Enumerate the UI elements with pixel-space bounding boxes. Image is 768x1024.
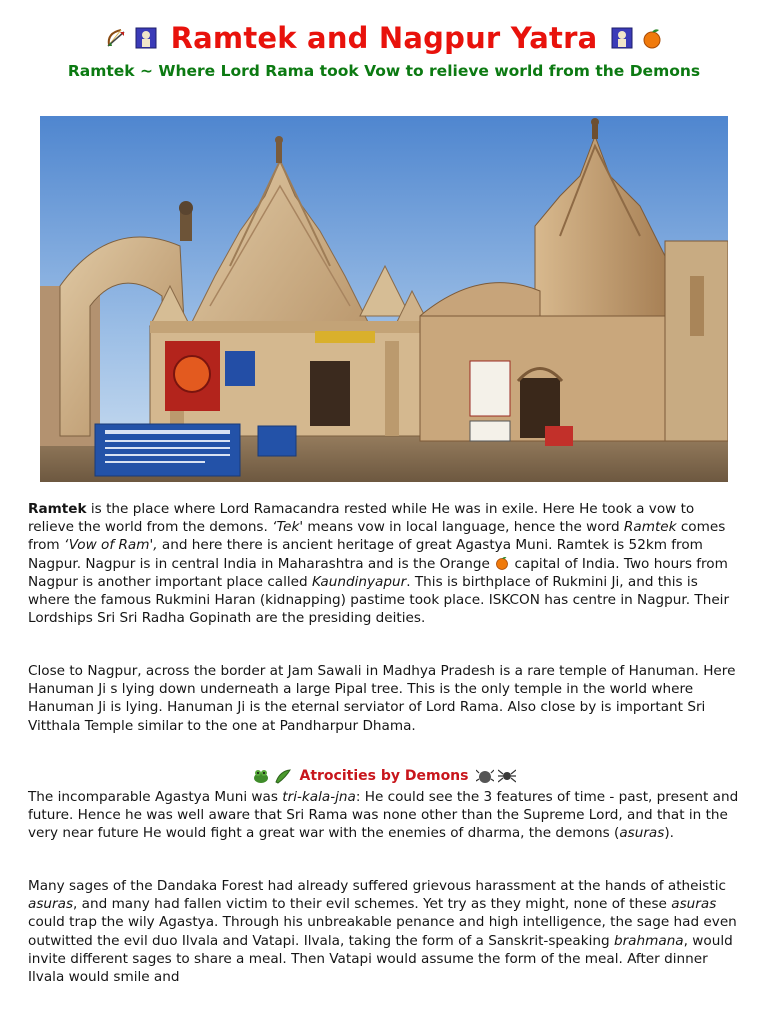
page-subtitle: Ramtek ~ Where Lord Rama took Vow to relieve world from the Demons: [67, 62, 701, 80]
lizard-demon-icon: [274, 767, 292, 785]
frog-demon-icon: [252, 767, 270, 785]
sage-portrait-icon: [611, 27, 633, 49]
spider-demon-icon: [498, 767, 516, 785]
bow-arrow-icon: [105, 27, 127, 49]
paragraph-hanuman: Close to Nagpur, across the border at Jam Sawali in Madhya Pradesh is a rare temple of Hanuman. Here Hanuman Ji s lying down underneath a large Pipal tree. This is the only temple in the world where Hanuman Ji is lying. Hanuman Ji is the eternal serviator of Lord Rama. Also close by is important Sri Vitthala Temple similar to the one at Pandharpur Dhama.: [28, 663, 736, 734]
orange-fruit-icon: [494, 556, 510, 570]
paragraph-dandaka: Many sages of the Dandaka Forest had already suffered grievous harassment at the hands of atheistic asuras, and many had fallen victim to their evil schemes. Yet try as they might, none of these asuras could trap the wily Agastya. Through his unbreakable penance and high intelligence, the sage had even outwitted the evil duo Ilvala and Vatapi. Ilvala, taking the form of a Sanskrit-speaking brahmana, would invite different sages to share a meal. Then Vatapi would assume the form of the meal. After dinner Ilvala would smile and: [28, 878, 737, 986]
section-heading: [0, 766, 768, 786]
page-title: Ramtek and Nagpur Yatra: [170, 21, 598, 55]
orange-fruit-icon: [641, 27, 663, 49]
section-title: Atrocities by Demons: [299, 768, 469, 784]
ramtek-temple-photo: [40, 116, 728, 482]
beetle-demon-icon: [476, 767, 494, 785]
title-row: [0, 18, 768, 58]
sage-portrait-icon: [135, 27, 157, 49]
paragraph-agastya: The incomparable Agastya Muni was tri-kala-jna: He could see the 3 features of time - past, present and future. Hence he was well aware that Sri Rama was none other than the Supreme Lord, and that in the very near future He would fight a great war with the enemies of dharma, the demons (asuras).: [28, 789, 739, 842]
paragraph-intro: Ramtek is the place where Lord Ramacandra rested while He was in exile. Here He took a vow to relieve the world from the demons. ‘Tek' means vow in local language, hence the word Ramtek comes from ‘Vow of Ram', and here there is ancient heritage of great Agastya Muni. Ramtek is 52km from Nagpur. Nagpur is in central India in Maharashtra and is the Orange capital of India. Two hours from Nagpur is another important place called Kaundinyapur. This is birthplace of Rukmini Ji, and this is where the famous Rukmini Haran (kidnapping) pastime took place. ISKCON has centre in Nagpur. Their Lordships Sri Sri Radha Gopinath are the presiding deities.: [28, 501, 730, 627]
